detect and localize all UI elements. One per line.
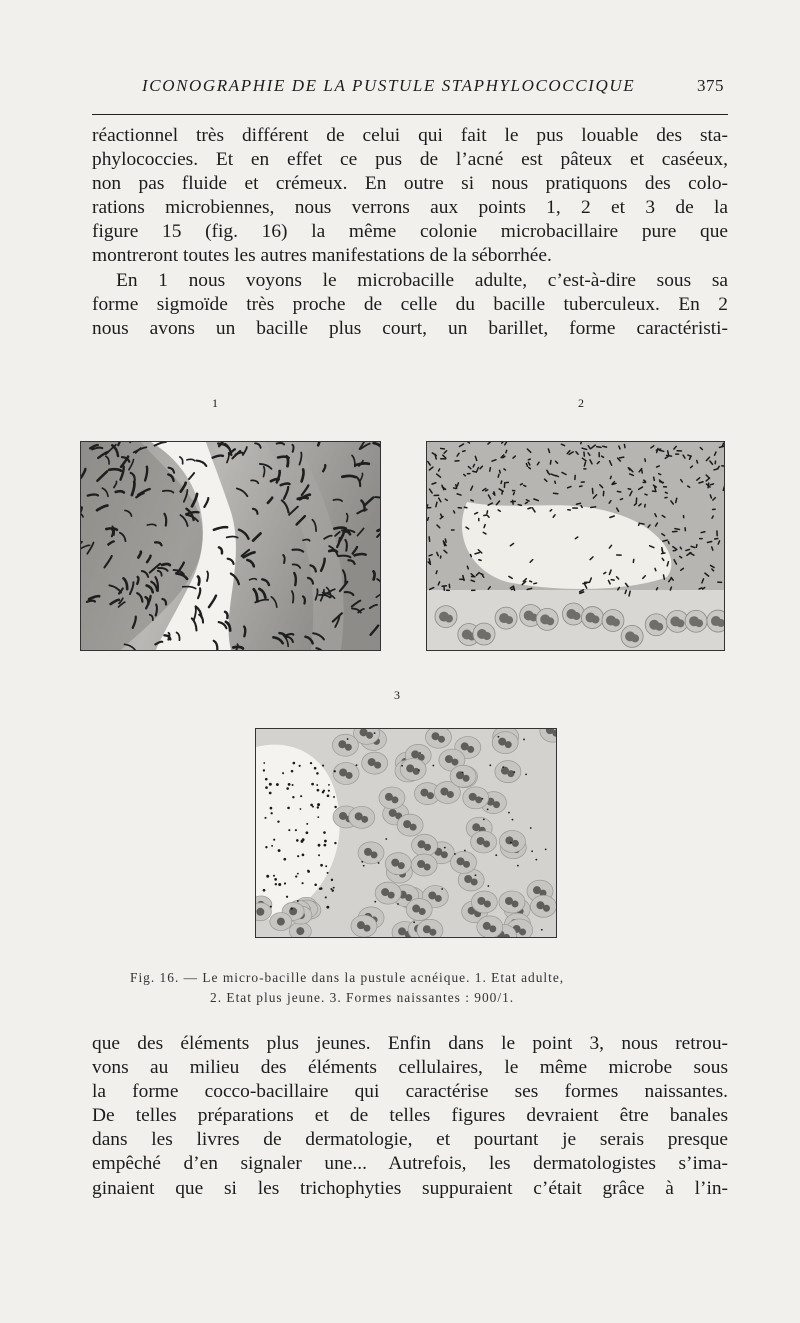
- text-line: rations microbiennes, nous verrons aux points 1, 2 et 3 de la: [92, 197, 728, 219]
- text-line: dans les livres de dermatologie, et pourtant je serais presque: [92, 1129, 728, 1151]
- caption-line: 2. Etat plus jeune. 3. Formes naissantes : 900/1.: [210, 990, 515, 1005]
- text-line: De telles préparations et de telles figures devraient être banales: [92, 1105, 728, 1127]
- text-line: montreront toutes les autres manifestations de la séborrhée.: [92, 245, 552, 267]
- text-line: la forme cocco-bacillaire qui caractérise ses formes naissantes.: [92, 1081, 728, 1103]
- panel-label-2: 2: [578, 396, 584, 410]
- running-title: ICONOGRAPHIE DE LA PUSTULE STAPHYLOCOCCIQUE: [142, 76, 636, 95]
- text-line: empêché d’en signaler une... Autrefois, les dermatologistes s’ima-: [92, 1153, 728, 1175]
- text-line: vons au milieu des éléments cellulaires, le même microbe sous: [92, 1057, 728, 1079]
- text-line: forme sigmoïde très proche de celle du bacille tuberculeux. En 2: [92, 293, 728, 315]
- body-text-top: [92, 124, 728, 341]
- page-number: 375: [697, 76, 724, 95]
- panel-label-1: 1: [212, 396, 218, 410]
- text-line: que des éléments plus jeunes. Enfin dans le point 3, nous retrou-: [92, 1033, 728, 1054]
- text-line: réactionnel très différent de celui qui fait le pus louable des sta-: [92, 125, 728, 146]
- panel-label-3: 3: [394, 688, 400, 702]
- running-head: [92, 76, 726, 104]
- text-line: En 1 nous voyons le microbacille adulte, c’est-à-dire sous sa: [116, 269, 728, 291]
- text-line: ginaient que si les trichophyties suppuraient c’était grâce à l’in-: [92, 1177, 728, 1199]
- micrograph-panel-1: [80, 441, 381, 651]
- text-line: phylococcies. Et en effet ce pus de l’acné est pâteux et caséeux,: [92, 149, 728, 171]
- header-rule: [92, 114, 728, 115]
- figure-caption: [90, 968, 710, 1008]
- text-line: non pas fluide et crémeux. En outre si nous pratiquons des colo-: [92, 173, 728, 195]
- micrograph-panel-3: [255, 728, 557, 938]
- body-text-bottom: [92, 1032, 728, 1201]
- micrograph-panel-2: [426, 441, 725, 651]
- caption-line: Fig. 16. — Le micro-bacille dans la pustule acnéique. 1. Etat adulte,: [130, 970, 565, 985]
- text-line: figure 15 (fig. 16) la même colonie microbacillaire pure que: [92, 221, 728, 243]
- text-line: nous avons un bacille plus court, un barillet, forme caractéristi-: [92, 317, 728, 339]
